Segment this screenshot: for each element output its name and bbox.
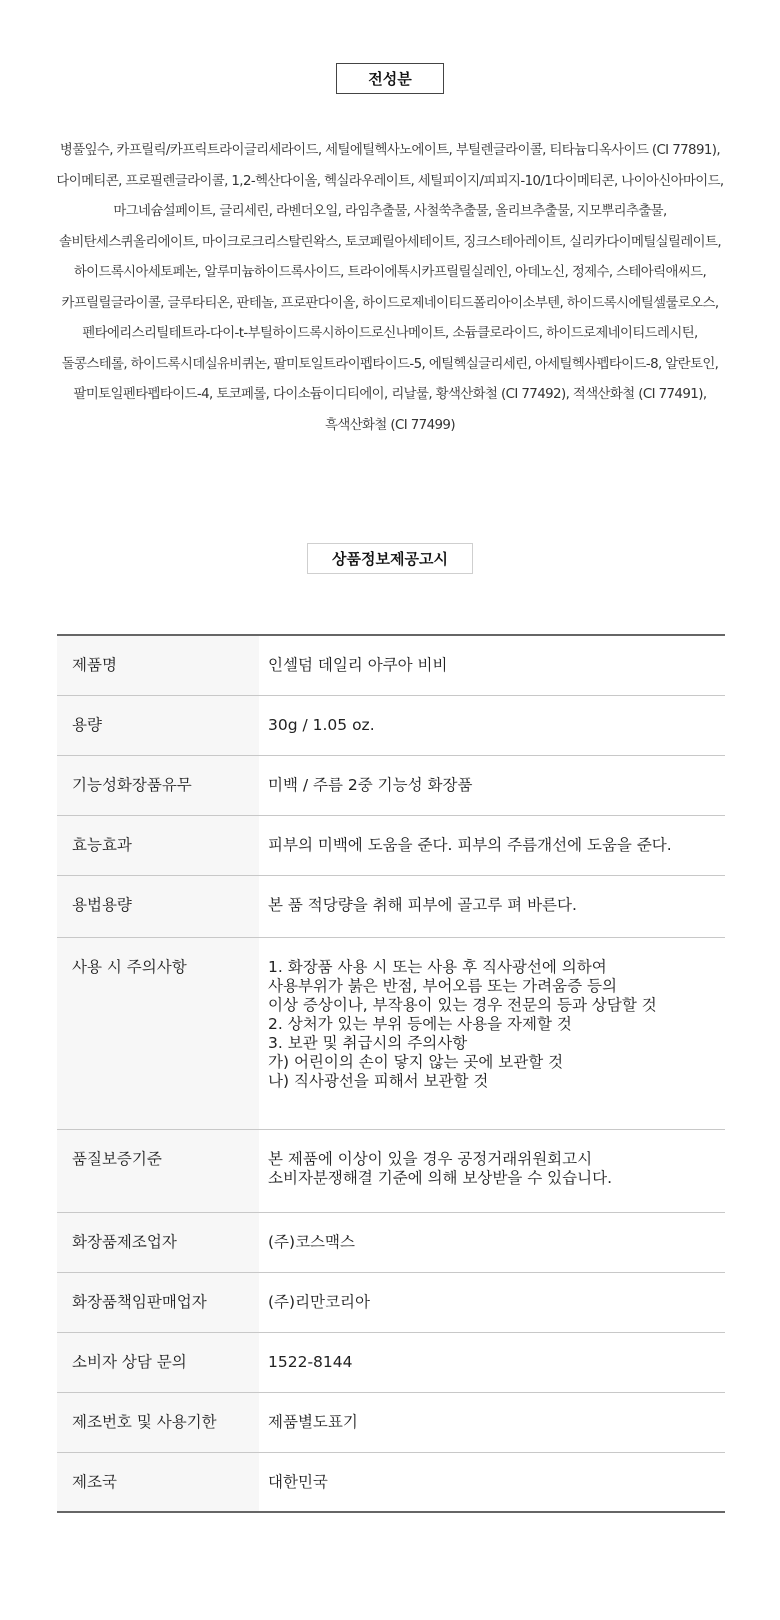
row-value: 30g / 1.05 oz. — [259, 695, 725, 755]
ingredients-line: 돌콩스테롤, 하이드록시데실유비퀴논, 팔미토일트라이펩타이드-5, 에틸헥실글리세린, 아세틸헥사펩타이드-8, 알란토인, — [61, 356, 719, 372]
ingredients-line: 병풀잎수, 카프릴릭/카프릭트라이글리세라이드, 세틸에틸헥사노에이트, 부틸렌글라이콜, 티타늄디옥사이드 (CI 77891), — [59, 143, 721, 158]
ingredients-line: 솔비탄세스퀴올리에이트, 마이크로크리스탈린왁스, 토코페릴아세테이트, 징크스테아레이트, 실리카다이메틸실릴레이트, — [58, 234, 721, 250]
row-value: (주)코스맥스 — [259, 1212, 725, 1272]
row-label: 화장품책임판매업자 — [57, 1272, 259, 1332]
table-row — [57, 1129, 725, 1212]
row-value: (주)리만코리아 — [259, 1272, 725, 1332]
row-label: 제품명 — [57, 635, 259, 695]
row-value: 1. 화장품 사용 시 또는 사용 후 직사광선에 의하여 사용부위가 붉은 반점, 부어오름 또는 가려움증 등의 이상 증상이나, 부작용이 있는 경우 전문의 등과 상담할 것 2. 상처가 있는 부위 등에는 사용을 자제할 것 3. 보관 및 취급시의 주의사항 가) 어린이의 손이 닿지 않는 곳에 보관할 것 나) 직사광선을 피해서 보관할 것 — [259, 937, 725, 1129]
row-label: 용법용량 — [57, 875, 259, 937]
product-info-table — [57, 634, 725, 1513]
row-value: 제품별도표기 — [259, 1392, 725, 1452]
row-label: 용량 — [57, 695, 259, 755]
row-value: 인셀덤 데일리 아쿠아 비비 — [259, 635, 725, 695]
row-label: 품질보증기준 — [57, 1129, 259, 1212]
row-label: 사용 시 주의사항 — [57, 937, 259, 1129]
row-value: 본 품 적당량을 취해 피부에 골고루 펴 바른다. — [259, 875, 725, 937]
table-row — [57, 1392, 725, 1452]
table-row — [57, 937, 725, 1129]
row-label: 효능효과 — [57, 815, 259, 875]
product-notice-title: 상품정보제공고시 — [307, 543, 473, 574]
ingredients-line: 펜타에리스리틸테트라-다이-t-부틸하이드록시하이드로신나메이트, 소듐클로라이드, 하이드로제네이티드레시틴, — [82, 326, 698, 341]
row-label: 소비자 상담 문의 — [57, 1332, 259, 1392]
table-row — [57, 695, 725, 755]
ingredients-list — [40, 136, 740, 441]
row-value: 1522-8144 — [259, 1332, 725, 1392]
table-row — [57, 1332, 725, 1392]
ingredients-line: 팔미토일펜타펩타이드-4, 토코페롤, 다이소듐이디티에이, 리날룰, 황색산화철 (CI 77492), 적색산화철 (CI 77491), — [73, 387, 707, 402]
row-label: 제조번호 및 사용기한 — [57, 1392, 259, 1452]
ingredients-line: 흑색산화철 (CI 77499) — [325, 417, 455, 433]
table-row — [57, 755, 725, 815]
table-row — [57, 1272, 725, 1332]
ingredients-line: 다이메티콘, 프로필렌글라이콜, 1,2-헥산다이올, 헥실라우레이트, 세틸피이지/피피지-10/1다이메티콘, 나이아신아마이드, — [56, 173, 724, 189]
row-label: 제조국 — [57, 1452, 259, 1512]
table-row — [57, 1212, 725, 1272]
row-value: 미백 / 주름 2중 기능성 화장품 — [259, 755, 725, 815]
ingredients-title: 전성분 — [336, 63, 444, 94]
ingredients-line: 카프릴릴글라이콜, 글루타티온, 판테놀, 프로판다이올, 하이드로제네이티드폴리아이소부텐, 하이드록시에틸셀룰로오스, — [61, 295, 719, 311]
table-row — [57, 635, 725, 695]
ingredients-line: 하이드록시아세토페논, 알루미늄하이드록사이드, 트라이에톡시카프릴릴실레인, 아데노신, 정제수, 스테아릭애씨드, — [73, 265, 707, 280]
row-value: 본 제품에 이상이 있을 경우 공정거래위원회고시 소비자분쟁해결 기준에 의해 보상받을 수 있습니다. — [259, 1129, 725, 1212]
table-row — [57, 1452, 725, 1512]
row-label: 기능성화장품유무 — [57, 755, 259, 815]
row-label: 화장품제조업자 — [57, 1212, 259, 1272]
row-value: 대한민국 — [259, 1452, 725, 1512]
table-row — [57, 875, 725, 937]
table-row — [57, 815, 725, 875]
ingredients-line: 마그네슘설페이트, 글리세린, 라벤더오일, 라임추출물, 사철쑥추출물, 올리브추출물, 지모뿌리추출물, — [113, 204, 667, 219]
row-value: 피부의 미백에 도움을 준다. 피부의 주름개선에 도움을 준다. — [259, 815, 725, 875]
